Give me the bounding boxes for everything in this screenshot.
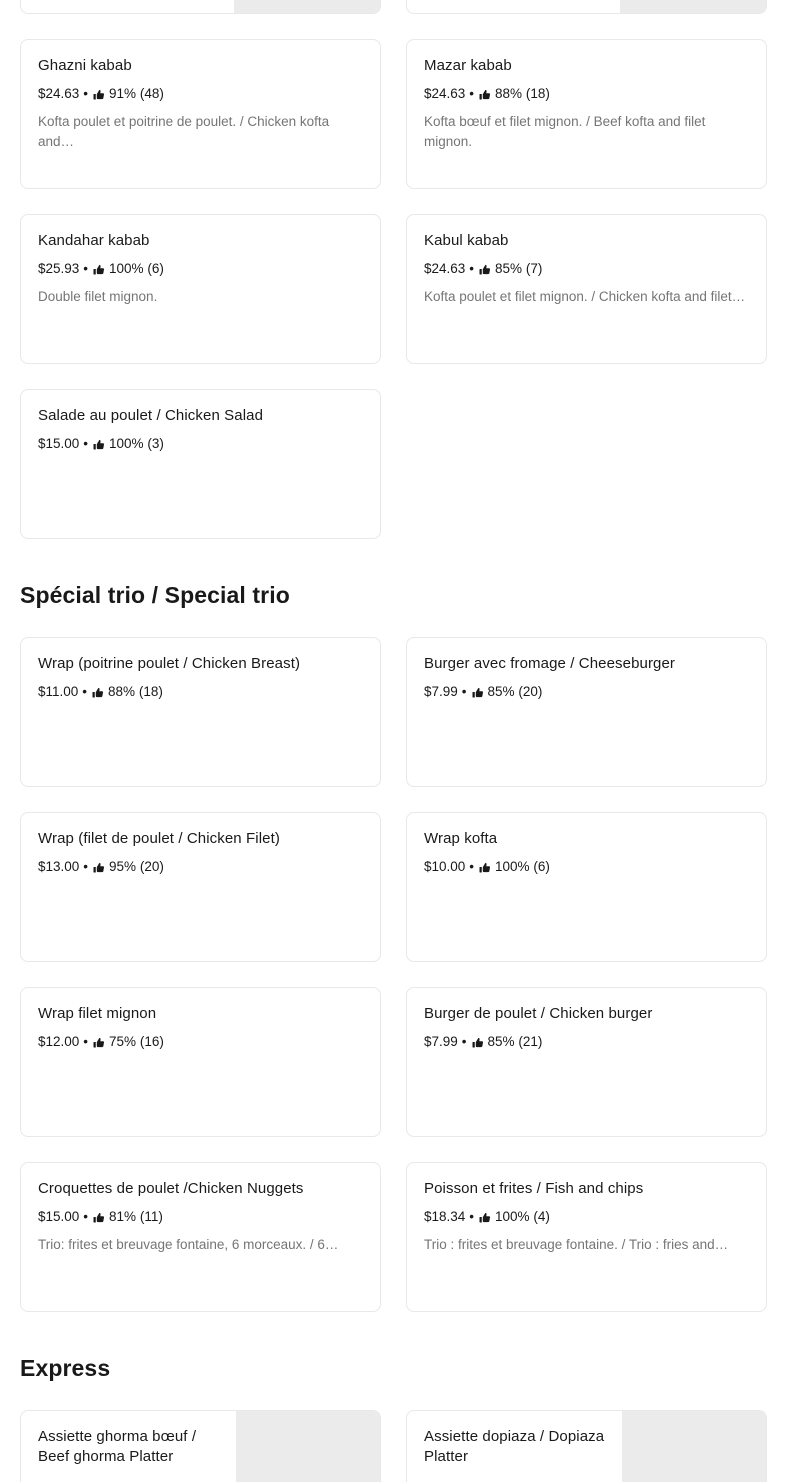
menu-item-grid [20,1410,784,1482]
menu-item-grid [20,39,784,539]
item-rating-count: (6) [147,261,164,276]
item-description: Kofta poulet et filet mignon. / Chicken kofta and filet… [424,289,746,304]
thumb-up-icon [92,687,104,699]
item-rating: 95% [109,859,137,874]
item-meta [38,684,364,700]
item-meta [424,1209,750,1225]
thumb-up-icon [93,862,105,874]
item-name: Poisson et frites / Fish and chips [424,1180,644,1197]
thumb-up-icon [479,1212,491,1224]
item-rating-count: (18) [525,86,550,101]
section-title: Express [20,1355,111,1381]
item-name: Salade au poulet / Chicken Salad [38,407,264,424]
item-name: Assiette ghorma bœuf / Beef ghorma Platter [38,1428,197,1465]
item-rating: 85% [495,261,523,276]
item-meta [424,86,750,102]
item-name: Wrap kofta [424,830,498,847]
item-rating: 100% [109,261,144,276]
menu-item-card-partial[interactable] [20,0,381,14]
meta-separator: • [83,86,89,101]
meta-separator: • [469,86,475,101]
menu-content [0,14,804,1482]
thumb-up-icon [472,687,484,699]
card-body [407,1411,622,1482]
item-meta [38,1209,364,1225]
item-image [236,1411,381,1482]
item-name: Burger avec fromage / Cheeseburger [424,655,676,672]
menu-item-card[interactable] [406,214,767,364]
item-rating-count: (20) [518,684,543,699]
item-price: $24.63 [38,86,80,101]
meta-separator: • [83,261,89,276]
item-name: Mazar kabab [424,57,512,74]
menu-item-card[interactable] [20,1410,381,1482]
menu-item-card[interactable] [20,987,381,1137]
meta-separator: • [469,1209,475,1224]
menu-item-card[interactable] [406,637,767,787]
item-rating: 91% [109,86,137,101]
item-name: Kabul kabab [424,232,509,249]
item-rating: 100% [495,1209,530,1224]
item-name: Assiette dopiaza / Dopiaza Platter [424,1428,605,1465]
item-price: $7.99 [424,1034,458,1049]
item-rating: 81% [109,1209,137,1224]
item-image [620,0,766,13]
menu-item-card-partial[interactable] [406,0,767,14]
meta-separator: • [82,684,88,699]
card-body [407,813,766,961]
menu-item-card[interactable] [20,389,381,539]
card-body [21,390,380,538]
item-description: Kofta bœuf et filet mignon. / Beef kofta and filet mignon. [424,114,706,149]
item-rating: 100% [495,859,530,874]
item-meta [38,859,364,875]
item-name: Kandahar kabab [38,232,150,249]
item-rating-count: (16) [139,1034,164,1049]
menu-item-card[interactable] [20,637,381,787]
thumb-up-icon [93,439,105,451]
item-description: Trio: frites et breuvage fontaine, 6 morceaux. / 6… [38,1237,339,1252]
item-rating: 75% [109,1034,137,1049]
menu-item-card[interactable] [20,39,381,189]
item-meta [38,436,364,452]
meta-separator: • [469,261,475,276]
menu-item-card[interactable] [406,1162,767,1312]
card-body [21,988,380,1136]
item-price: $11.00 [38,684,79,699]
thumb-up-icon [479,264,491,276]
item-name: Burger de poulet / Chicken burger [424,1005,653,1022]
item-rating-count: (7) [525,261,543,276]
meta-separator: • [83,436,89,451]
item-price: $15.00 [38,436,80,451]
spacer [20,539,784,581]
card-body [21,1163,380,1311]
card-body [407,0,620,13]
partial-cards-row-top [0,0,804,14]
spacer [20,1312,784,1354]
item-description: Double filet mignon. [38,289,158,304]
section-title: Spécial trio / Special trio [20,582,290,608]
meta-separator: • [461,1034,467,1049]
meta-separator: • [83,859,89,874]
menu-item-card[interactable] [406,1410,767,1482]
card-body [21,40,380,188]
thumb-up-icon [93,264,105,276]
menu-item-card[interactable] [406,987,767,1137]
card-body [407,638,766,786]
card-body [407,40,766,188]
meta-separator: • [469,859,475,874]
menu-item-grid [20,637,784,1312]
item-image [234,0,380,13]
card-body [407,215,766,363]
item-rating-count: (3) [147,436,164,451]
meta-separator: • [83,1209,89,1224]
item-price: $13.00 [38,859,80,874]
item-meta [424,261,750,277]
thumb-up-icon [93,89,105,101]
item-rating-count: (11) [139,1209,163,1224]
item-rating: 85% [487,1034,515,1049]
item-meta [424,859,750,875]
item-meta [38,86,364,102]
menu-item-card[interactable] [20,1162,381,1312]
item-meta [38,1034,364,1050]
item-meta [424,1034,750,1050]
meta-separator: • [83,1034,89,1049]
item-description: Kofta poulet et poitrine de poulet. / Chicken kofta and… [38,114,330,149]
item-rating: 88% [108,684,136,699]
item-rating: 85% [487,684,515,699]
menu-item-card[interactable] [20,812,381,962]
thumb-up-icon [472,1037,484,1049]
item-rating-count: (21) [518,1034,543,1049]
card-body [407,988,766,1136]
thumb-up-icon [479,89,491,101]
item-price: $15.00 [38,1209,80,1224]
menu-item-card[interactable] [20,214,381,364]
item-price: $10.00 [424,859,466,874]
card-body [21,215,380,363]
item-rating-count: (4) [533,1209,550,1224]
item-rating-count: (18) [138,684,163,699]
item-image [622,1411,767,1482]
item-name: Wrap (filet de poulet / Chicken Filet) [38,830,280,847]
item-rating-count: (48) [139,86,164,101]
card-body [21,1411,236,1482]
spacer [20,14,784,39]
card-body [407,1163,766,1311]
item-rating: 88% [495,86,523,101]
item-name: Ghazni kabab [38,57,132,74]
item-price: $24.63 [424,261,466,276]
meta-separator: • [461,684,467,699]
item-name: Croquettes de poulet /Chicken Nuggets [38,1180,304,1197]
spacer [20,1382,784,1410]
item-name: Wrap filet mignon [38,1005,157,1022]
item-meta [424,684,750,700]
item-rating-count: (6) [533,859,550,874]
item-rating-count: (20) [139,859,164,874]
card-body [21,813,380,961]
item-price: $18.34 [424,1209,466,1224]
item-rating: 100% [109,436,144,451]
menu-item-card[interactable] [406,812,767,962]
item-meta [38,261,364,277]
item-price: $7.99 [424,684,458,699]
item-price: $25.93 [38,261,80,276]
thumb-up-icon [93,1037,105,1049]
card-body [21,638,380,786]
spacer [20,609,784,637]
thumb-up-icon [93,1212,105,1224]
item-description: Trio : frites et breuvage fontaine. / Trio : fries and… [424,1237,729,1252]
item-price: $12.00 [38,1034,80,1049]
item-price: $24.63 [424,86,466,101]
menu-item-card[interactable] [406,39,767,189]
thumb-up-icon [479,862,491,874]
card-body [21,0,234,13]
item-name: Wrap (poitrine poulet / Chicken Breast) [38,655,301,672]
